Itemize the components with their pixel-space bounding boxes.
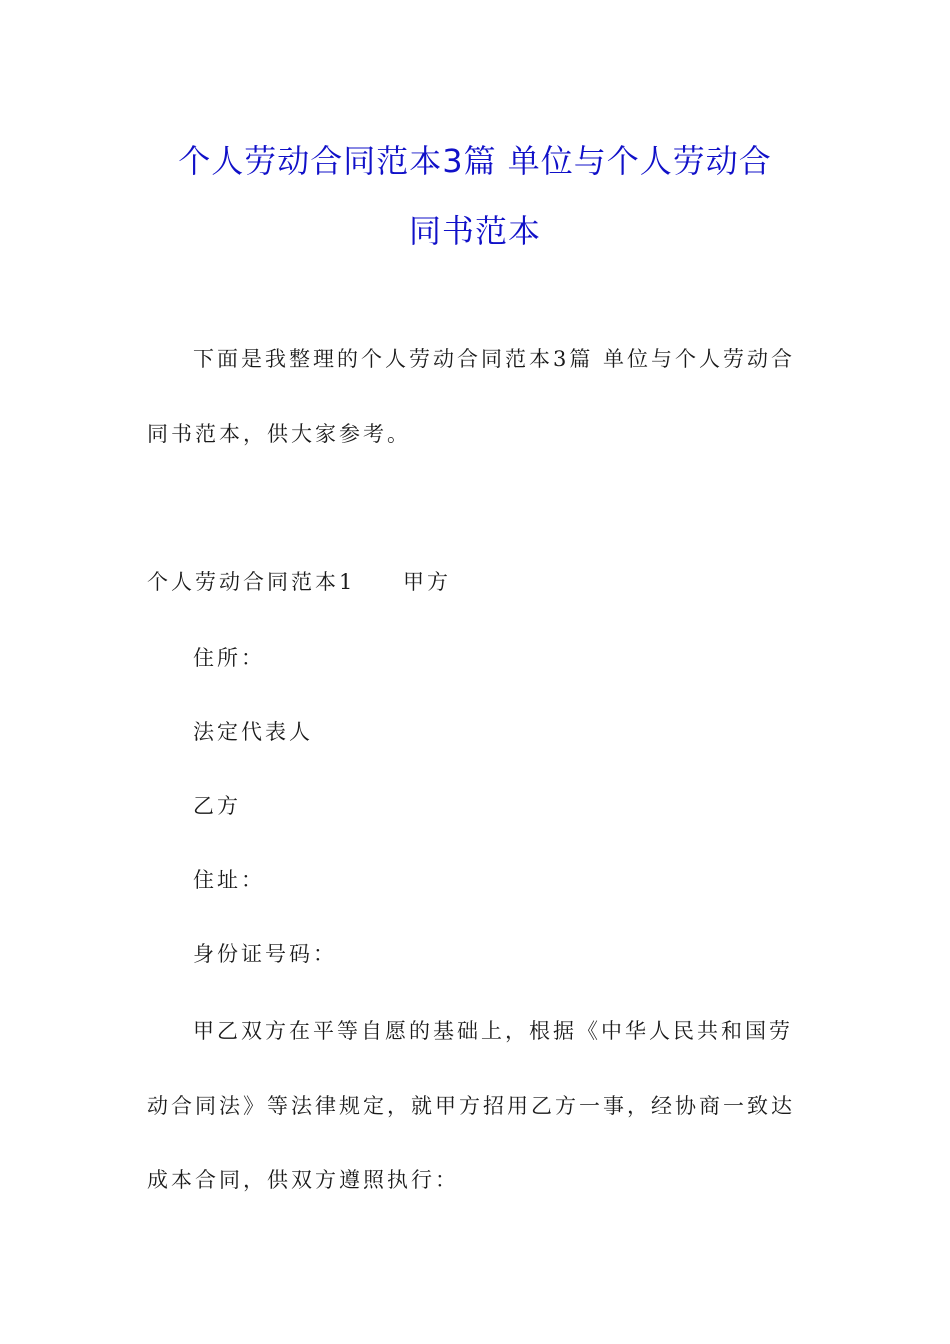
- clause-line-1: 甲乙双方在平等自愿的基础上，根据《中华人民共和国劳: [193, 1019, 793, 1043]
- intro-line-1: 下面是我整理的个人劳动合同范本3篇 单位与个人劳动合: [193, 347, 796, 371]
- section-heading: 个人劳动合同范本1: [147, 570, 356, 594]
- party-b-address: 住址：: [193, 868, 265, 892]
- intro-line-2: 同书范本，供大家参考。: [147, 422, 411, 446]
- clause-line-3: 成本合同，供双方遵照执行：: [147, 1168, 459, 1192]
- party-b-label: 乙方: [193, 794, 241, 818]
- clause-line-2: 动合同法》等法律规定，就甲方招用乙方一事，经协商一致达: [147, 1094, 795, 1118]
- document-title-line-2: 同书范本: [408, 212, 541, 250]
- party-b-id-number: 身份证号码：: [193, 942, 337, 966]
- document-title-line-1: 个人劳动合同范本3篇 单位与个人劳动合: [178, 142, 772, 180]
- party-a-address: 住所：: [193, 646, 265, 670]
- party-a-representative: 法定代表人: [193, 720, 313, 744]
- party-a-label: 甲方: [403, 570, 451, 594]
